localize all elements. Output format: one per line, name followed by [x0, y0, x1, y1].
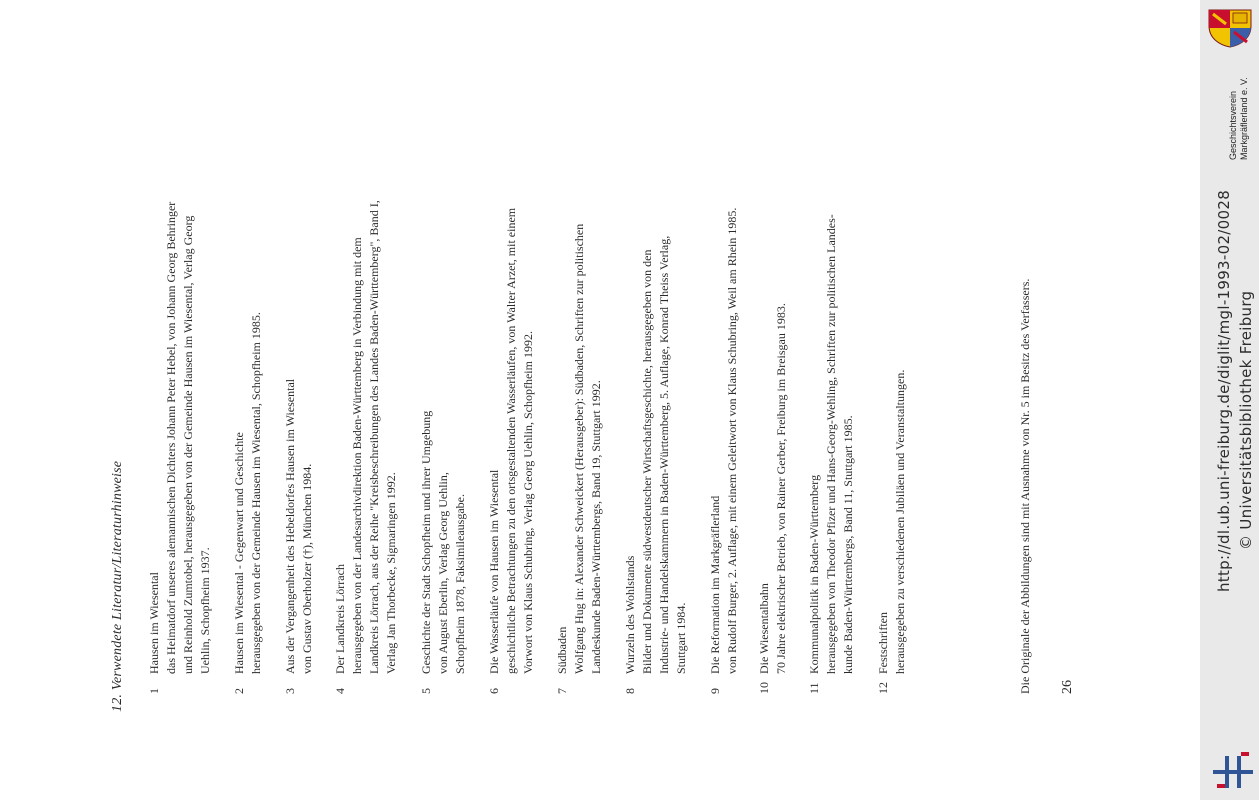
entry-line: Verlag Jan Thorbecke, Sigmaringen 1992.: [384, 472, 398, 674]
page-number: 26: [1060, 680, 1075, 694]
entry-line: von Gustav Oberholzer (†), München 1984.: [300, 463, 314, 674]
society-line-2: Markgräflerland e. V.: [1239, 77, 1249, 160]
entry-number: 7: [555, 688, 569, 694]
entry-line: kunde Baden-Württembergs, Band 11, Stuttgart 1985.: [841, 415, 855, 674]
entry-text: [231, 24, 265, 674]
entry-number: 12: [876, 682, 890, 694]
entry-title: Die Wiesentalbahn: [757, 583, 771, 674]
entry-line: Wolfgang Hug in: Alexander Schweickert (Herausgeber): Südbaden, Schriften zur politischen: [572, 223, 586, 674]
entry-title: Die Reformation im Markgräflerland: [708, 495, 722, 674]
entry-line: und Reinhold Zumtobel, herausgegeben von der Gemeinde Hausen im Wiesental, Verlag Georg: [181, 215, 195, 674]
entry-line: Vorwort von Klaus Schubring, Verlag Georg Uehlin, Schopfheim 1992.: [521, 331, 535, 674]
entry-text: [756, 24, 790, 674]
entry-line: herausgegeben von der Landesarchivdirektion Baden-Württemberg in Verbindung mit dem: [350, 237, 364, 674]
entry-title: Geschichte der Stadt Schopfheim und ihrer Umgebung: [419, 410, 433, 674]
entry-text: [707, 24, 741, 674]
source-url-link[interactable]: http://dl.ub.uni-freiburg.de/diglit/mgl-1993-02/0028: [1215, 189, 1233, 592]
entry-line: Uehlin, Schopfheim 1937.: [198, 547, 212, 674]
entry-title: Hausen im Wiesental: [147, 572, 161, 674]
entry-title: Festschriften: [876, 612, 890, 674]
entry-text: [418, 24, 469, 674]
copyright-text: © Universitätsbibliothek Freiburg: [1237, 290, 1255, 550]
entry-line: das Heimatdorf unseres alemannischen Dichters Johann Peter Hebel, von Johann Georg Behringer: [164, 201, 178, 674]
entry-line: Landeskunde Baden-Württembergs, Band 19, Stuttgart 1992.: [589, 380, 603, 674]
entry-text: [875, 24, 909, 674]
entry-number: 9: [708, 688, 722, 694]
entry-title: Hausen im Wiesental - Gegenwart und Geschichte: [232, 432, 246, 674]
entry-line: Industrie- und Handelskammern in Baden-Württemberg, 5. Auflage, Konrad Theiss Verlag,: [657, 235, 671, 674]
society-name: [1228, 77, 1250, 160]
entry-text: [146, 24, 214, 674]
entry-line: herausgegeben von der Gemeinde Hausen im Wiesental, Schopfheim 1985.: [249, 312, 263, 674]
entry-title: Wurzeln des Wohlstands: [623, 555, 637, 674]
rotated-document: [100, 0, 1140, 800]
entry-line: herausgegeben zu verschiedenen Jubiläen und Veranstaltungen.: [893, 369, 907, 674]
entry-number: 11: [807, 682, 821, 694]
entry-title: Kommunalpolitik in Baden-Württemberg: [807, 474, 821, 674]
entry-line: Schopfheim 1878, Faksimileausgabe.: [453, 494, 467, 674]
entry-line: Stuttgart 1984.: [674, 602, 688, 674]
entry-line: Landkreis Lörrach, aus der Reihe "Kreisbeschreibungen des Landes Baden-Württemberg", Band I,: [367, 200, 381, 674]
entry-text: [622, 24, 690, 674]
entry-title: Aus der Vergangenheit des Hebeldorfes Hausen im Wiesental: [283, 378, 297, 674]
entry-text: [282, 24, 316, 674]
society-line-1: Geschichtsverein: [1228, 90, 1238, 160]
entry-text: [486, 24, 537, 674]
coat-of-arms-icon: [1207, 8, 1253, 48]
entry-line: 70 Jahre elektrischer Betrieb, von Rainer Gerber, Freiburg im Breisgau 1983.: [774, 303, 788, 674]
entry-title: Die Wasserläufe von Hausen im Wiesental: [487, 469, 501, 674]
entry-line: geschichtliche Betrachtungen zu den ortsgestaltenden Wasserläufen, von Walter Arzet, mit einem: [504, 207, 518, 674]
footnote: Die Originale der Abbildungen sind mit Ausnahme von Nr. 5 im Besitz des Verfassers.: [1018, 278, 1032, 694]
entry-number: 5: [419, 688, 433, 694]
entry-number: 8: [623, 688, 637, 694]
entry-line: Bilder und Dokumente südwestdeutscher Wirtschaftsgeschichte, herausgegeben von den: [640, 249, 654, 674]
entry-line: von Rudolf Burger, 2. Auflage, mit einem Geleitwort von Klaus Schubring, Weil am Rhein 1985.: [725, 207, 739, 674]
entry-line: von August Eberlin, Verlag Georg Uehlin,: [436, 472, 450, 674]
entry-title: Der Landkreis Lörrach: [333, 564, 347, 674]
entry-title: Südbaden: [555, 626, 569, 674]
entry-line: herausgegeben von Theodor Pfizer und Hans-Georg-Wehling, Schriften zur politischen Landes-: [824, 214, 838, 674]
library-logo-icon[interactable]: [1211, 748, 1255, 792]
entry-number: 6: [487, 688, 501, 694]
entry-number: 3: [283, 688, 297, 694]
entry-text: [332, 24, 400, 674]
entry-text: [554, 24, 605, 674]
entry-number: 1: [147, 688, 161, 694]
entry-number: 2: [232, 688, 246, 694]
entry-number: 10: [757, 682, 771, 694]
entry-number: 4: [333, 688, 347, 694]
section-heading: 12. Verwendete Literatur/Literaturhinweise: [110, 460, 125, 712]
entry-text: [806, 24, 857, 674]
